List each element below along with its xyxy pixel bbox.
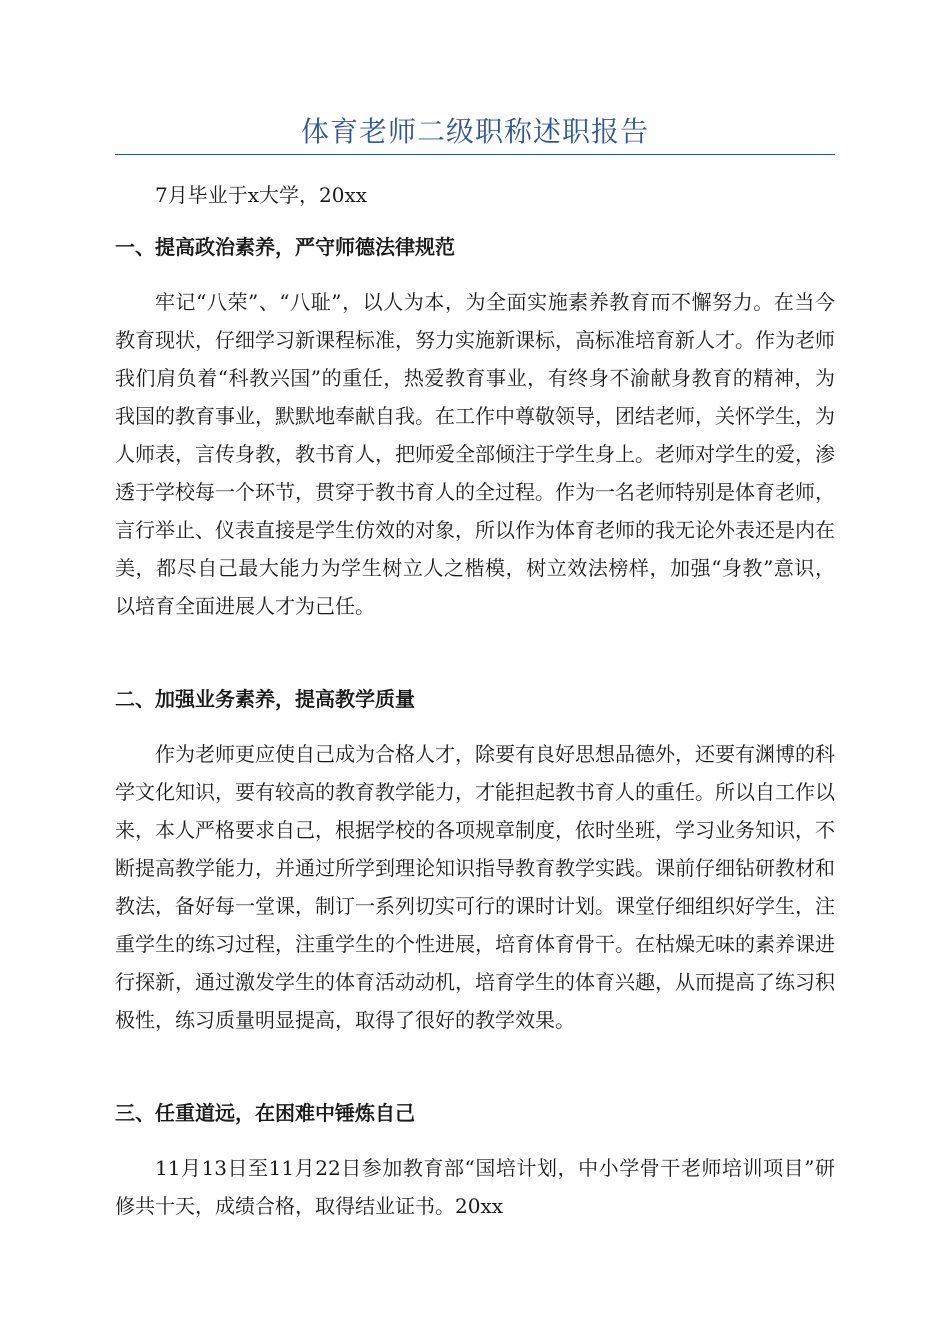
section-2-body: 作为老师更应使自己成为合格人才，除要有良好思想品德外，还要有渊博的科学文化知识，要有较高的教育教学能力，才能担起教书育人的重任。所以自工作以来，本人严格要求自己，根据学校的各项规章制度，依时坐班，学习业务知识，不断提高教学能力，并通过所学到理论知识指导教育教学实践。课前仔细钻研教材和教法，备好每一堂课，制订一系列切实可行的课时计划。课堂仔细组织好学生，注重学生的练习过程，注重学生的个性进展，培育体育骨干。在枯燥无味的素养课进行探新，通过激发学生的体育活动动机，培育学生的体育兴趣，从而提高了练习积极性，练习质量明显提高，取得了很好的教学效果。: [115, 742, 835, 1032]
title-underline: [115, 154, 835, 155]
section-2-heading: 二、加强业务素养，提高教学质量: [115, 687, 415, 711]
section-3-heading: 三、任重道远，在困难中锤炼自己: [115, 1101, 415, 1125]
section-1-body: 牢记“八荣”、“八耻”，以人为本，为全面实施素养教育而不懈努力。在当今教育现状，仔细学习新课程标准，努力实施新课标，高标准培育新人才。作为老师我们肩负着“科教兴国”的重任，热爱教育事业，有终身不渝献身教育的精神，为我国的教育事业，默默地奉献自我。在工作中尊敬领导，团结老师，关怀学生，为人师表，言传身教，教书育人，把师爱全部倾注于学生身上。老师对学生的爱，渗透于学校每一个环节，贯穿于教书育人的全过程。作为一名老师特别是体育老师，言行举止、仪表直接是学生仿效的对象，所以作为体育老师的我无论外表还是内在美，都尽自己最大能力为学生树立人之楷模，树立效法榜样，加强“身教”意识，以培育全面进展人才为己任。: [115, 290, 835, 618]
intro-paragraph: 7月毕业于x大学，20xx: [155, 183, 368, 207]
document-title: 体育老师二级职称述职报告: [300, 115, 649, 148]
section-1-heading: 一、提高政治素养，严守师德法律规范: [115, 235, 455, 259]
section-3-body: 11月13日至11月22日参加教育部“国培计划，中小学骨干老师培训项目”研修共十天，成绩合格，取得结业证书。20xx: [115, 1156, 835, 1218]
